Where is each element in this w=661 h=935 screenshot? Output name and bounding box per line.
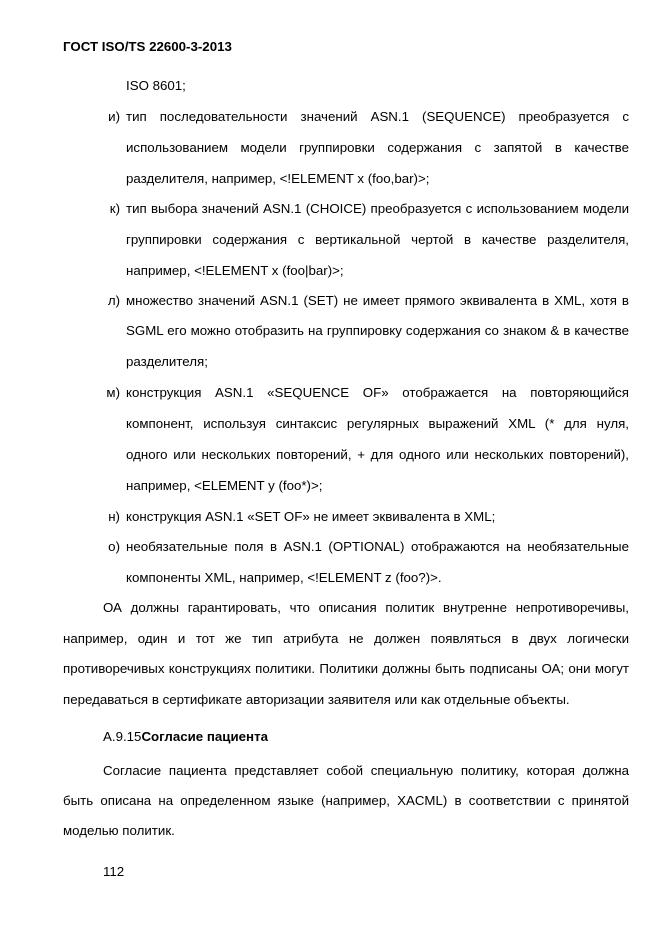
section-heading [103, 728, 268, 746]
list-item-line: одного или нескольких повторений, + для одного или нескольких повторений), [126, 447, 629, 462]
paragraph-line: моделью политик. [63, 823, 175, 838]
paragraph-line: Согласие пациента представляет собой специальную политику, которая должна [103, 763, 629, 778]
list-item-marker: м) [106, 385, 120, 400]
list-item-line: например, <ELEMENT y (foo*)>; [126, 478, 323, 493]
list-item-line: ISO 8601; [126, 78, 186, 93]
list-item-line: группировки содержания с вертикальной чертой в качестве разделителя, [126, 232, 629, 247]
list-item-line: компонент, используя синтаксис регулярных выражений XML (* для нуля, [126, 416, 629, 431]
list-item-line: множество значений ASN.1 (SET) не имеет прямого эквивалента в XML, хотя в [126, 293, 629, 308]
page-number: 112 [103, 864, 125, 879]
list-item-marker: н) [108, 509, 120, 524]
list-item-line: разделителя; [126, 354, 208, 369]
list-item-marker: л) [107, 293, 120, 308]
list-item-line: использованием модели группировки содержания с запятой в качестве [126, 140, 629, 155]
list-item-marker: о) [108, 539, 120, 554]
document-header: ГОСТ ISO/TS 22600-3-2013 [63, 39, 232, 54]
section-number: A.9.15 [103, 729, 142, 744]
list-item-line: тип выбора значений ASN.1 (CHOICE) преобразуется с использованием модели [126, 201, 629, 216]
paragraph-line: передаваться в сертификате авторизации заявителя или как отдельные объекты. [63, 692, 570, 707]
paragraph-line: противоречивых конструкциях политики. Политики должны быть подписаны ОА; они могут [63, 661, 629, 676]
list-item-marker: и) [108, 109, 120, 124]
list-item-line: тип последовательности значений ASN.1 (SEQUENCE) преобразуется с [126, 109, 629, 124]
list-item-line: например, <!ELEMENT x (foo|bar)>; [126, 263, 344, 278]
list-item-line: конструкция ASN.1 «SET OF» не имеет эквивалента в XML; [126, 509, 496, 524]
section-title: Согласие пациента [141, 729, 268, 744]
list-item-marker: к) [109, 201, 120, 216]
list-item-line: необязательные поля в ASN.1 (OPTIONAL) отображаются на необязательные [126, 539, 629, 554]
list-item-line: компоненты XML, например, <!ELEMENT z (foo?)>. [126, 570, 442, 585]
list-item-line: SGML его можно отобразить на группировку содержания со знаком & в качестве [126, 323, 629, 338]
paragraph-line: быть описана на определенном языке (например, XACML) в соответствии с принятой [63, 793, 629, 808]
paragraph-line: например, один и тот же тип атрибута не должен появляться в двух логически [63, 631, 629, 646]
list-item-line: разделителя, например, <!ELEMENT x (foo,bar)>; [126, 171, 430, 186]
list-item-line: конструкция ASN.1 «SEQUENCE OF» отображается на повторяющийся [126, 385, 629, 400]
paragraph-line: ОА должны гарантировать, что описания политик внутренне непротиворечивы, [103, 600, 629, 615]
